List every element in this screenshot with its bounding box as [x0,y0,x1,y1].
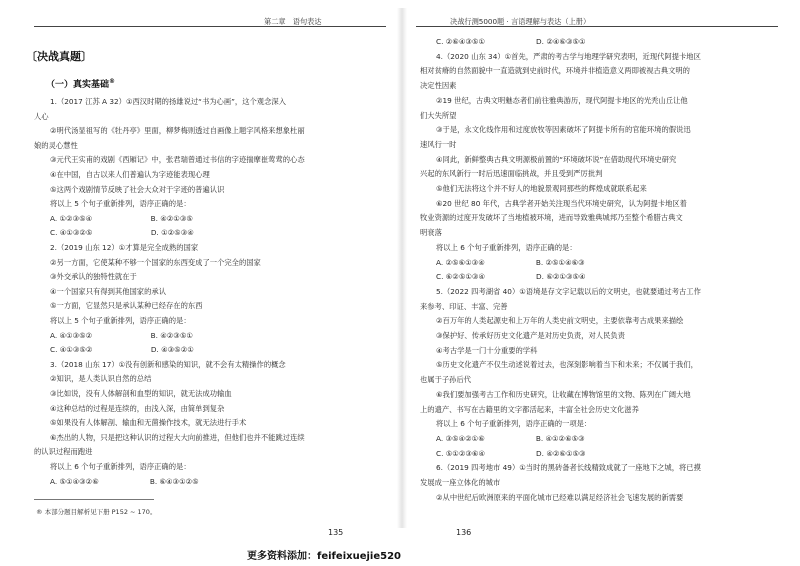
text-line: 明衰落 [420,228,442,238]
text-line: ②明代汤显祖写的《牡丹亭》里面，柳梦梅则透过自画像上题字风格来想象杜丽 [50,126,305,136]
text-line: 1.（2017 江苏 A 32）①西汉时期的扬雄说过“书为心画”，这个观念深入 [50,97,286,106]
text-line: 娘的灵心慧性 [34,140,78,150]
text-line: 兴起的东风新行一时后迅速面临挑战，并且受到严厉批判 [420,169,603,179]
text-line: 将以上 5 个句子重新排列，语序正确的是： [50,199,191,209]
text-line: ④考古学是一门十分重要的学科 [436,345,538,355]
text-line: 也属于子孙后代 [420,375,472,385]
book-spine [397,8,407,528]
section-title: 〔决战真题〕 [26,50,92,63]
right-header-rule [416,26,778,27]
text-line: ⑥我们要加强考古工作和历史研究，让收藏在博物馆里的文物、陈列在广阔大地 [436,389,691,399]
text-line: A. ④①③⑤② B. ④②③⑤① [50,330,193,340]
text-line: ②百万年的人类起源史和上万年的人类史前文明史，主要依靠考古成果来描绘 [436,316,684,326]
promo-text: 更多资料添加：feifeixuejie520 [247,551,401,562]
text-line: C. ②⑥④③⑤① D. ②④⑥③⑤① [436,37,586,46]
text-line: ③于是，永文化线作用和过度放牧等因素破坏了阿提卡所有的官能环境的假说迅 [436,125,691,135]
text-line: 的认识过程而跑进 [34,447,93,457]
right-running-header: 决战行测5000题 · 言语理解与表达（上册） [450,17,591,26]
text-line: A. ③⑤④②①⑥ B. ④①②⑥⑤③ [436,433,585,443]
text-line: 将以上 6 个句子重新排列，语序正确的是： [50,462,191,471]
text-line: ④一个国家只有得到其他国家的承认 [50,286,166,296]
text-line: C. ④①③②⑤ D. ①②⑤③④ [50,228,194,238]
text-line: 将以上 6 个句子重新排列，语序正确的一项是： [436,419,592,429]
text-line: ⑤他们无法将这个并不好人的地貌景观同那些的辉煌成就联系起来 [436,184,647,193]
text-line: ②另一方面，它使某种不够一个国家的东西变成了一个完全的国家 [50,257,261,267]
text-line: ⑤一方面，它显然只是承认某种已经存在的东西 [50,301,203,311]
text-line: 4.（2020 山东 34）①首先，严肃的考古学与地理学研究表明，近现代阿提卡地区 [436,51,701,61]
left-header-rule [34,26,386,27]
text-line: ②19 世纪，古典文明魅态者们前往雅典游历，现代阿提卡地区的光秃山丘让他 [436,95,688,105]
text-line: 相对贫瘠的自然面貌中一直造就到史前时代，环境并非植造意义两即被视古典文明的 [420,66,690,76]
text-line: ⑤这两个戏剧情节反映了社会大众对于字迹的普遍认识 [50,184,225,194]
text-line: ③保护好、传承好历史文化遗产是对历史负责，对人民负责 [436,331,625,340]
text-line: 2.（2019 山东 12）①才算是完全成熟的国家 [50,243,199,252]
text-line: 决定性因素 [420,81,457,91]
text-line: 发展成一座立体化的城市 [420,478,501,487]
left-page-number: 135 [328,528,344,537]
left-running-header: 第二章 语句表达 [264,17,322,26]
text-line: A. ⑤①④③②⑥ B. ⑥④③①②⑤ [50,476,199,486]
text-line: C. ⑥②⑤①③④ D. ⑥②①③⑤④ [436,272,586,282]
text-line: ⑥杰出的人物，只是把这种认识的过程大大向前推进，但他们也并不能跳过连续 [50,432,305,442]
text-line: 上的遗产、书写在古籍里的文字都活起来，丰富全社会历史文化滋养 [420,404,639,414]
text-line: 速风行一时 [420,139,457,149]
text-line: 牧业资源的过度开发破坏了当地植被环境，进而导致雅典城邦乃至整个希腊古典文 [420,213,683,223]
text-line: 们大失所望 [420,110,457,120]
text-line: ③元代王实甫的戏剧《西厢记》中，张君瑞曾通过书信的字迹揣摩崔莺莺的心态 [50,155,305,165]
text-line: ③外交承认的独特性就在于 [50,272,137,282]
footnote: ® 本部分题目解析见下册 P152 ~ 170。 [36,508,157,516]
text-line: ②从中世纪后欧洲原来的平面化城市已经难以满足经济社会飞速发展的新需要 [436,492,684,502]
sub-title-text: （一）真实基础 [46,80,110,90]
text-line: 3.（2018 山东 17）①没有创新和感染的知识，就不会有太精操作的概念 [50,359,286,369]
text-line: ④同此，新鲜整典古典文明源极前置的“环境破坏说”在借助现代环境史研究 [436,154,677,164]
text-line: 将以上 6 个句子重新排列，语序正确的是： [436,242,577,252]
text-line: C. ⑤①②③⑥④ D. ④②⑥①⑤③ [436,448,586,458]
right-page [416,0,786,548]
footnote-rule [34,499,154,500]
text-line: A. ①②③⑤④ B. ④②①③⑤ [50,213,193,223]
text-line: 5.（2022 四考湖省 40）①语境是存文字记载以后的文明史，也就要通过考古工作 [436,286,701,296]
text-line: ⑤历史文化遗产不仅生动述说着过去，也深刻影响着当下和未来；不仅属于我们， [436,360,698,370]
text-line: 将以上 5 个句子重新排列，语序正确的是： [50,316,191,325]
text-line: C. ④①③⑤② D. ④③⑤②① [50,345,194,355]
text-line: ④这种总结的过程是连续的，由浅入深，由简单到复杂 [50,403,225,413]
left-page [14,0,390,548]
text-line: 来参考、印证、丰富、完善 [420,301,508,311]
text-line: A. ②⑤⑥①③④ B. ②⑤①④⑥③ [436,257,585,267]
text-line: ⑤如果没有人体解剖、输血和无菌操作技术，就无法进行手术 [50,418,247,428]
text-line: ⑥20 世纪 80 年代，古典学者开始关注现当代环境史研究，认为阿提卡地区着 [436,198,687,208]
right-page-number: 136 [456,528,472,537]
text-line: ④在中国，自古以来人们普遍认为字迹能表现心理 [50,170,210,179]
text-line: 6.（2019 四考地市 49）①当时的黑砖备者长线精致成就了一座地下之城，将已摸 [436,463,701,473]
text-line: 人心 [34,111,49,121]
sub-title [46,77,115,90]
text-line: ②知识，是人类认识自然的总结 [50,374,152,384]
sub-title-mark: ® [109,78,116,85]
text-line: ③比如说，没有人体解剖和血型的知识，就无法成功输血 [50,389,232,398]
